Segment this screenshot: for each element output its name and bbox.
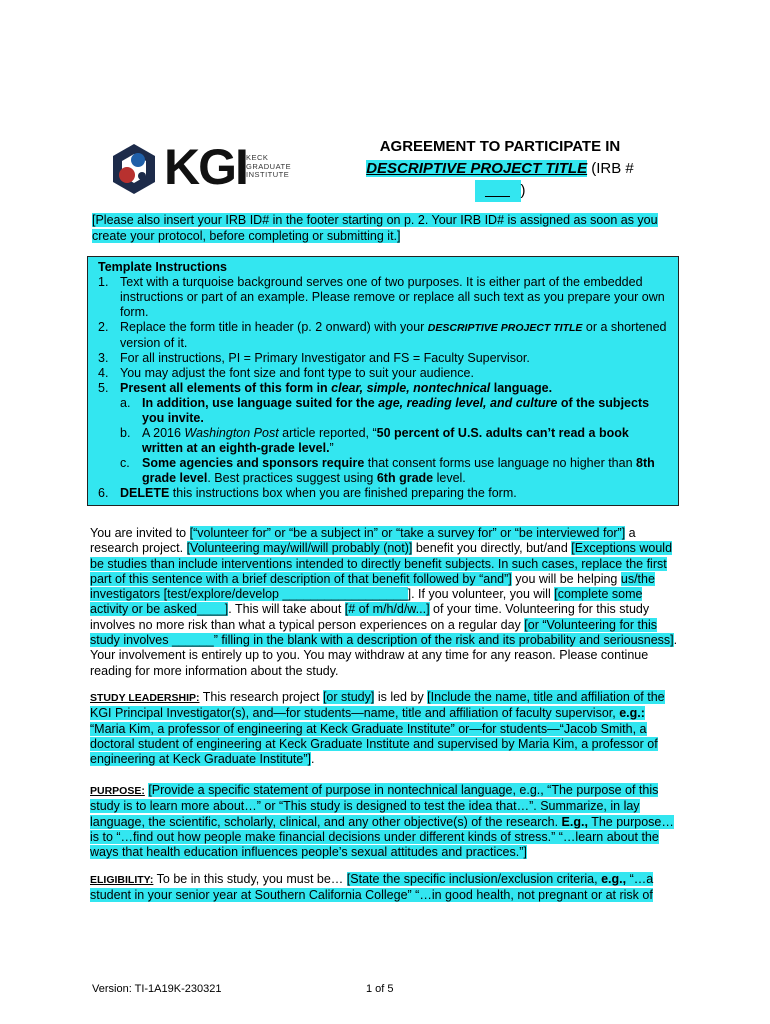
footer-version: Version: TI-1A19K-230321 (92, 983, 222, 995)
title-line-3: ) (330, 180, 670, 202)
eligibility-label: ELIGIBILITY: (90, 874, 154, 886)
instruction-item: 1. Text with a turquoise background serves one of two purposes. It is either part of the embedded instructions or part of an example. Please remove or replace all such text as you prepare your own form. (98, 275, 665, 319)
purpose-label: PURPOSE: (90, 785, 145, 797)
title-line-2: DESCRIPTIVE PROJECT TITLE (IRB # (366, 160, 634, 177)
instruction-subitem: c. Some agencies and sponsors require that consent forms use language no higher than 8th grade level. Best practices suggest using 6th grade level. (120, 456, 655, 485)
logo-wordmark: KGI (164, 139, 247, 195)
invitation-paragraph: You are invited to [“volunteer for” or “be a subject in” or “take a survey for” or “be interviewed for”] a research project. [Volunteering may/will/will probably (not)] benefit you directly, but/and [Exceptions would be studies than include interventions intended to directly benefit subjects. In such cases, replace the first part of this sentence with a brief description of that benefit followed by “and”] you will be helping us/the investigators [test/explore/develop __________________]. If you volunteer, you will [complete some activity or be asked____]. This will take about [# of m/h/d/w...] of your time. Volunteering for this study involves no more risk than what a typical person experiences on a regular day [or “Volunteering for this study involves ______” filling in the blank with a description of the risk and its probability and seriousness]. Your involvement is entirely up to you. You may withdraw at any time for any reason. Please continue reading for more information about the study. (90, 526, 678, 678)
instruction-subitem: b. A 2016 Washington Post article reported, “50 percent of U.S. adults can’t read a book written at an eighth-grade level.” (120, 426, 629, 455)
instruction-item: 3. For all instructions, PI = Primary Investigator and FS = Faculty Supervisor. (98, 351, 530, 365)
kgi-hexagon-icon (108, 142, 160, 196)
instruction-item: 6. DELETE this instructions box when you are finished preparing the form. (98, 486, 517, 500)
logo-subtext: KECK GRADUATE INSTITUTE (246, 153, 292, 179)
template-instructions-box (87, 256, 679, 506)
kgi-logo (108, 140, 308, 198)
instruction-subitem: a. In addition, use language suited for the age, reading level, and culture of the subjects you invite. (120, 396, 650, 425)
instruction-item: 2. Replace the form title in header (p. 2 onward) with your DESCRIPTIVE PROJECT TITLE or a shortened version of it. (98, 320, 667, 350)
irb-notice: [Please also insert your IRB ID# in the footer starting on p. 2. Your IRB ID# is assigned as soon as you create your protocol, before completing or submitting it.] (92, 213, 658, 243)
footer-page-number: 1 of 5 (366, 983, 394, 995)
study-leadership-section: STUDY LEADERSHIP: This research project [or study] is led by [Include the name, title and affiliation of the KGI Principal Investigator(s), and—for students—name, title and affiliation of faculty supervisor, e.g.: “Maria Kim, a professor of engineering at Keck Graduate Institute” or—for students—“Jacob Smith, a doctoral student of engineering at Keck Graduate Institute and supervised by Maria Kim, a professor of engineering at Keck Graduate Institute”]. (90, 690, 665, 767)
instructions-title: Template Instructions (98, 260, 227, 274)
purpose-section: PURPOSE: [Provide a specific statement of purpose in nontechnical language, e.g., “The purpose of this study is to learn more about…” or “This study is designed to test the idea that…”. Summarize, in lay language, the scientific, scholarly, clinical, and any other objective(s) of the research. E.g., The purpose… is to “…find out how people make financial decisions under different kinds of stress.” “…learn about the ways that health education influences people’s sexual attitudes and practices.”] (90, 783, 674, 860)
instruction-item: 4. You may adjust the font size and font type to suit your audience. (98, 366, 474, 380)
form-title (330, 136, 670, 202)
eligibility-section: ELIGIBILITY: To be in this study, you must be… [State the specific inclusion/exclusion criteria, e.g., “…a student in your senior year at Southern California College” “…in good health, not pregnant or at risk of (90, 872, 654, 903)
instruction-item: 5. Present all elements of this form in clear, simple, nontechnical language. (98, 381, 553, 395)
study-leadership-label: STUDY LEADERSHIP: (90, 692, 200, 704)
title-line-1: AGREEMENT TO PARTICIPATE IN (379, 138, 621, 155)
